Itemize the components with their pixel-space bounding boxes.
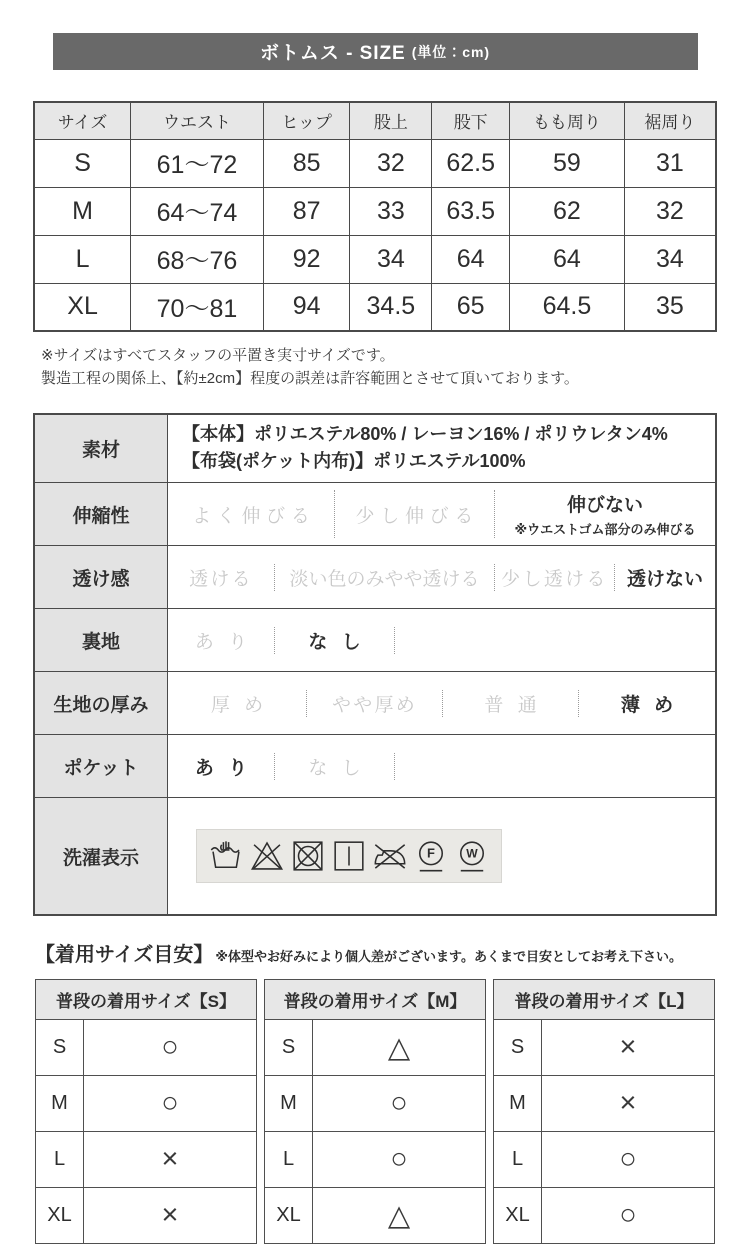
fit-mark: ○ — [542, 1131, 715, 1187]
fit-row — [36, 1075, 257, 1131]
option-sheer-sheer: 透ける — [168, 564, 275, 591]
option-lining-no-selected: なし — [275, 627, 395, 654]
fit-mark: ○ — [84, 1019, 257, 1075]
fit-mark: ○ — [84, 1075, 257, 1131]
fit-table-header: 普段の着用サイズ【M】 — [265, 979, 486, 1019]
measure-cell: 59 — [510, 139, 625, 187]
fit-mark: ○ — [542, 1187, 715, 1243]
fit-size-label: L — [36, 1131, 84, 1187]
svg-text:W: W — [466, 846, 478, 861]
fit-size-label: XL — [494, 1187, 542, 1243]
option-thickness-normal: 普通 — [443, 690, 579, 717]
measure-cell: 68〜76 — [131, 235, 264, 283]
do-not-bleach-icon — [248, 835, 286, 877]
spec-label-stretch: 伸縮性 — [34, 483, 168, 546]
size-table — [33, 101, 717, 332]
spec-label-pocket: ポケット — [34, 735, 168, 798]
fit-mark: × — [542, 1019, 715, 1075]
measure-cell: 34 — [350, 235, 432, 283]
measure-cell: 94 — [263, 283, 350, 331]
fit-size-label: M — [494, 1075, 542, 1131]
spec-row-pocket — [34, 735, 716, 798]
fit-size-label: L — [494, 1131, 542, 1187]
fit-table-usually-s — [35, 979, 257, 1244]
fit-row — [265, 1187, 486, 1243]
fit-row — [36, 1131, 257, 1187]
option-lining-yes: あり — [168, 627, 275, 654]
fit-row — [265, 1019, 486, 1075]
fit-row — [494, 1075, 715, 1131]
measure-cell: 64 — [510, 235, 625, 283]
spec-row-stretch — [34, 483, 716, 546]
fit-table-header: 普段の着用サイズ【L】 — [494, 979, 715, 1019]
measure-cell: 34.5 — [350, 283, 432, 331]
spec-row-material — [34, 414, 716, 483]
measure-cell: 32 — [624, 187, 716, 235]
measure-cell: 33 — [350, 187, 432, 235]
fit-size-label: XL — [265, 1187, 313, 1243]
column-header-thigh: もも周り — [510, 102, 625, 139]
note-line-1: ※サイズはすべてスタッフの平置き実寸サイズです。 — [41, 347, 395, 364]
option-thickness-thick: 厚め — [168, 690, 307, 717]
measure-cell: 63.5 — [432, 187, 510, 235]
do-not-iron-icon — [371, 835, 409, 877]
option-sheer-pale-colors: 淡い色のみやや透ける — [275, 564, 495, 591]
size-cell: S — [34, 139, 131, 187]
column-header-rise: 股上 — [350, 102, 432, 139]
fit-row — [494, 1019, 715, 1075]
measure-cell: 62.5 — [432, 139, 510, 187]
fit-mark: × — [84, 1187, 257, 1243]
size-cell: XL — [34, 283, 131, 331]
wet-clean-w-icon — [453, 835, 491, 877]
column-header-hip: ヒップ — [263, 102, 350, 139]
column-header-size: サイズ — [34, 102, 131, 139]
option-thickness-thin-selected: 薄め — [620, 694, 688, 716]
option-stretch-note: ※ウエストゴム部分のみ伸びる — [514, 522, 696, 538]
care-label-photo — [168, 829, 715, 883]
measure-cell: 64〜74 — [131, 187, 264, 235]
measure-cell: 70〜81 — [131, 283, 264, 331]
fit-table-header: 普段の着用サイズ【S】 — [36, 979, 257, 1019]
spec-label-thickness: 生地の厚み — [34, 672, 168, 735]
measure-cell: 62 — [510, 187, 625, 235]
material-line-1: 【本体】ポリエステル80% / レーヨン16% / ポリウレタン4% — [182, 423, 668, 444]
table-row-m — [34, 187, 716, 235]
spec-row-thickness — [34, 672, 716, 735]
fit-table-usually-m — [264, 979, 486, 1244]
option-stretch-some: 少し伸びる — [335, 490, 495, 538]
page-title: ボトムス - SIZE — [260, 43, 406, 64]
fit-size-label: S — [265, 1019, 313, 1075]
spec-row-care — [34, 798, 716, 915]
measure-cell: 65 — [432, 283, 510, 331]
spec-label-lining: 裏地 — [34, 609, 168, 672]
fit-row — [36, 1187, 257, 1243]
note-line-2: 製造工程の関係上、【約±2cm】程度の誤差は許容範囲とさせて頂いております。 — [41, 370, 579, 388]
fit-tables — [35, 979, 715, 1244]
measure-cell: 34 — [624, 235, 716, 283]
fit-size-label: S — [494, 1019, 542, 1075]
column-header-inseam: 股下 — [432, 102, 510, 139]
spec-label-sheer: 透け感 — [34, 546, 168, 609]
option-pocket-yes-selected: あり — [168, 753, 275, 780]
measure-cell: 87 — [263, 187, 350, 235]
fit-row — [494, 1131, 715, 1187]
option-thickness-somewhat-thick: やや厚め — [307, 690, 443, 717]
spec-table — [33, 413, 717, 916]
size-cell: M — [34, 187, 131, 235]
fit-mark: ○ — [313, 1075, 486, 1131]
fit-mark: × — [542, 1075, 715, 1131]
fit-size-label: M — [36, 1075, 84, 1131]
spec-label-material: 素材 — [34, 414, 168, 483]
fit-mark: △ — [313, 1019, 486, 1075]
option-sheer-slight: 少し透ける — [495, 564, 615, 591]
measure-cell: 31 — [624, 139, 716, 187]
measure-cell: 85 — [263, 139, 350, 187]
fit-row — [36, 1019, 257, 1075]
spec-row-lining — [34, 609, 716, 672]
fit-guide-header — [33, 938, 717, 967]
table-row-s — [34, 139, 716, 187]
line-dry-icon — [330, 835, 368, 877]
measure-cell: 35 — [624, 283, 716, 331]
fit-row — [265, 1075, 486, 1131]
fit-mark: ○ — [313, 1131, 486, 1187]
option-stretch-high: よく伸びる — [168, 490, 335, 538]
measure-cell: 64 — [432, 235, 510, 283]
measure-cell: 92 — [263, 235, 350, 283]
option-pocket-no: なし — [275, 753, 395, 780]
table-row-xl — [34, 283, 716, 331]
spec-row-filler — [395, 627, 715, 654]
fit-mark: △ — [313, 1187, 486, 1243]
size-cell: L — [34, 235, 131, 283]
fit-size-label: XL — [36, 1187, 84, 1243]
material-text — [168, 415, 715, 483]
option-sheer-opaque-selected: 透けない — [626, 568, 703, 590]
hand-wash-icon — [207, 835, 245, 877]
material-line-2: 【布袋(ポケット内布)】ポリエステル100% — [182, 451, 526, 472]
option-stretch-none-label: 伸びない — [566, 495, 643, 517]
page-title-unit: (単位：cm) — [411, 43, 490, 60]
size-table-header-row — [34, 102, 716, 139]
dry-clean-petroleum-f-icon — [412, 835, 450, 877]
column-header-hem: 裾周り — [624, 102, 716, 139]
fit-mark: × — [84, 1131, 257, 1187]
do-not-tumble-dry-icon — [289, 835, 327, 877]
fit-guide-heading: 【着用サイズ目安】 — [35, 943, 214, 966]
option-stretch-none-selected — [495, 490, 715, 538]
column-header-waist: ウエスト — [131, 102, 264, 139]
spec-label-care: 洗濯表示 — [34, 798, 168, 915]
size-notes — [33, 344, 717, 391]
fit-guide-note: ※体型やお好みにより個人差がございます。あくまで目安としてお考え下さい。 — [215, 948, 683, 964]
svg-text:F: F — [427, 845, 435, 861]
fit-size-label: S — [36, 1019, 84, 1075]
page-title-bar — [53, 33, 698, 70]
spec-row-filler — [395, 753, 715, 780]
fit-row — [265, 1131, 486, 1187]
fit-size-label: M — [265, 1075, 313, 1131]
measure-cell: 32 — [350, 139, 432, 187]
spec-row-sheer — [34, 546, 716, 609]
fit-row — [494, 1187, 715, 1243]
table-row-l — [34, 235, 716, 283]
measure-cell: 61〜72 — [131, 139, 264, 187]
fit-table-usually-l — [493, 979, 715, 1244]
fit-size-label: L — [265, 1131, 313, 1187]
measure-cell: 64.5 — [510, 283, 625, 331]
